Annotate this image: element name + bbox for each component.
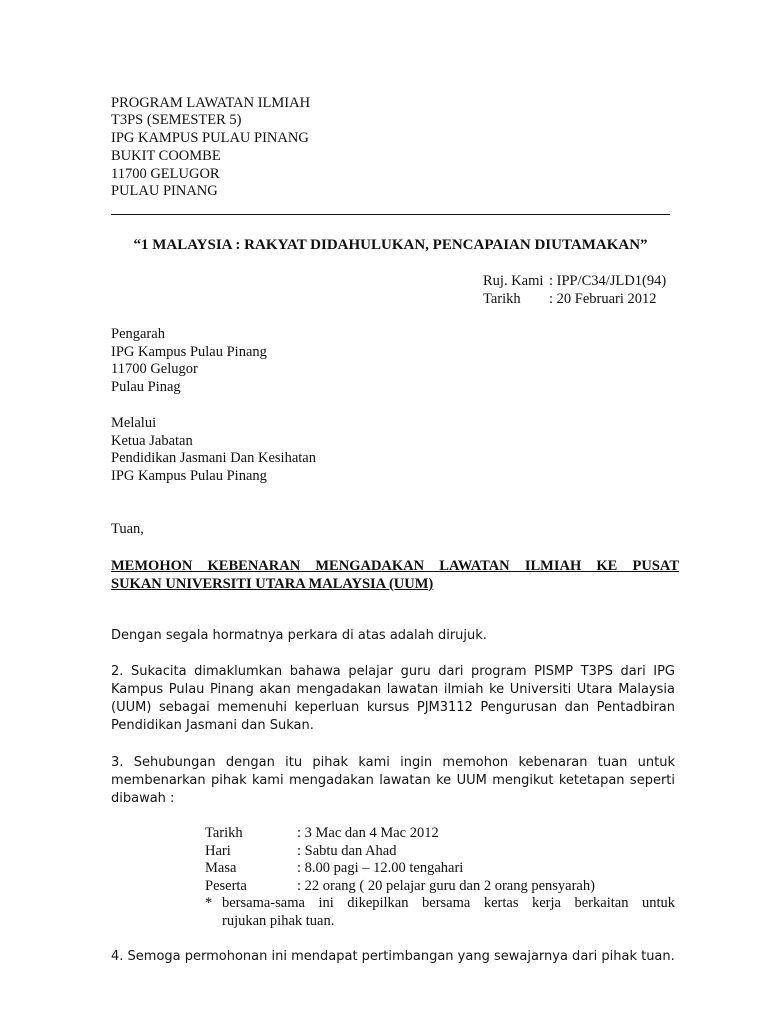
header-divider <box>111 214 670 215</box>
ruj-value: : IPP/C34/JLD1(94) <box>549 273 667 289</box>
paragraph-4: 4. Semoga permohonan ini mendapat pertimbangan yang sewajarnya dari pihak tuan. <box>111 949 675 964</box>
detail-value: : 22 orang ( 20 pelajar guru dan 2 orang pensyarah) <box>297 878 595 894</box>
motto: “1 MALAYSIA : RAKYAT DIDAHULUKAN, PENCAPAIAN DIUTAMAKAN” <box>133 237 648 253</box>
ruj-label: Ruj. Kami <box>483 273 544 289</box>
detail-row-tarikh <box>205 824 439 842</box>
detail-label: Masa <box>205 860 237 876</box>
via-line-1: Melalui <box>111 415 157 431</box>
detail-label: Hari <box>205 843 231 859</box>
recipient-line-2: IPG Kampus Pulau Pinang <box>111 344 267 360</box>
tarikh-label: Tarikh <box>483 291 521 307</box>
detail-value: : 8.00 pagi – 12.00 tengahari <box>297 860 464 876</box>
subject-line-2: SUKAN UNIVERSITI UTARA MALAYSIA (UUM) <box>111 576 434 592</box>
sender-line-5: 11700 GELUGOR <box>111 166 220 182</box>
paragraph-3 <box>111 754 675 808</box>
via-line-4: IPG Kampus Pulau Pinang <box>111 468 267 484</box>
paragraph-2-line-4: Pendidikan Jasmani dan Sukan. <box>111 718 314 733</box>
recipient-line-4: Pulau Pinag <box>111 379 181 395</box>
sender-line-6: PULAU PINANG <box>111 183 218 199</box>
paragraph-1: Dengan segala hormatnya perkara di atas adalah dirujuk. <box>111 628 487 643</box>
asterisk-icon: * <box>205 895 213 911</box>
paragraph-2-line-2: Kampus Pulau Pinang akan mengadakan lawatan ilmiah ke Universiti Utara Malaysia <box>111 682 675 697</box>
detail-value: : Sabtu dan Ahad <box>297 843 397 859</box>
sender-line-3: IPG KAMPUS PULAU PINANG <box>111 130 309 146</box>
detail-label: Tarikh <box>205 825 243 841</box>
salutation: Tuan, <box>111 521 144 537</box>
detail-row-peserta <box>205 877 595 895</box>
note-line-2: rujukan pihak tuan. <box>222 913 335 929</box>
paragraph-2-line-3: (UUM) sebagai memenuhi keperluan kursus PJM3112 Pengurusan dan Pentadbiran <box>111 700 675 715</box>
paragraph-2 <box>111 663 675 735</box>
detail-label: Peserta <box>205 878 247 894</box>
tarikh-value: : 20 Februari 2012 <box>549 291 657 307</box>
reference-tarikh <box>483 291 657 308</box>
detail-row-masa <box>205 859 463 877</box>
paragraph-3-line-1: 3. Sehubungan dengan itu pihak kami ingin memohon kebenaran tuan untuk <box>111 755 675 770</box>
letter-subject <box>111 557 679 593</box>
detail-row-hari <box>205 842 396 860</box>
sender-line-1: PROGRAM LAWATAN ILMIAH <box>111 95 311 111</box>
paragraph-2-line-1: 2. Sukacita dimaklumkan bahawa pelajar guru dari program PISMP T3PS dari IPG <box>111 664 675 679</box>
sender-line-4: BUKIT COOMBE <box>111 148 221 164</box>
via-line-3: Pendidikan Jasmani Dan Kesihatan <box>111 450 316 466</box>
note-line-1: bersama-sama ini dikepilkan bersama kertas kerja berkaitan untuk <box>222 895 675 911</box>
paragraph-3-line-3: dibawah : <box>111 791 175 806</box>
detail-value: : 3 Mac dan 4 Mac 2012 <box>297 825 439 841</box>
recipient-line-1: Pengarah <box>111 326 165 342</box>
sender-line-2: T3PS (SEMESTER 5) <box>111 112 242 128</box>
paragraph-3-line-2: membenarkan pihak kami mengadakan lawatan ke UUM mengikut ketetapan seperti <box>111 773 675 788</box>
attachment-note <box>205 894 675 930</box>
subject-line-1: MEMOHON KEBENARAN MENGADAKAN LAWATAN ILMIAH KE PUSAT <box>111 558 679 574</box>
recipient-line-3: 11700 Gelugor <box>111 361 198 377</box>
reference-ruj <box>483 273 666 290</box>
via-line-2: Ketua Jabatan <box>111 433 193 449</box>
